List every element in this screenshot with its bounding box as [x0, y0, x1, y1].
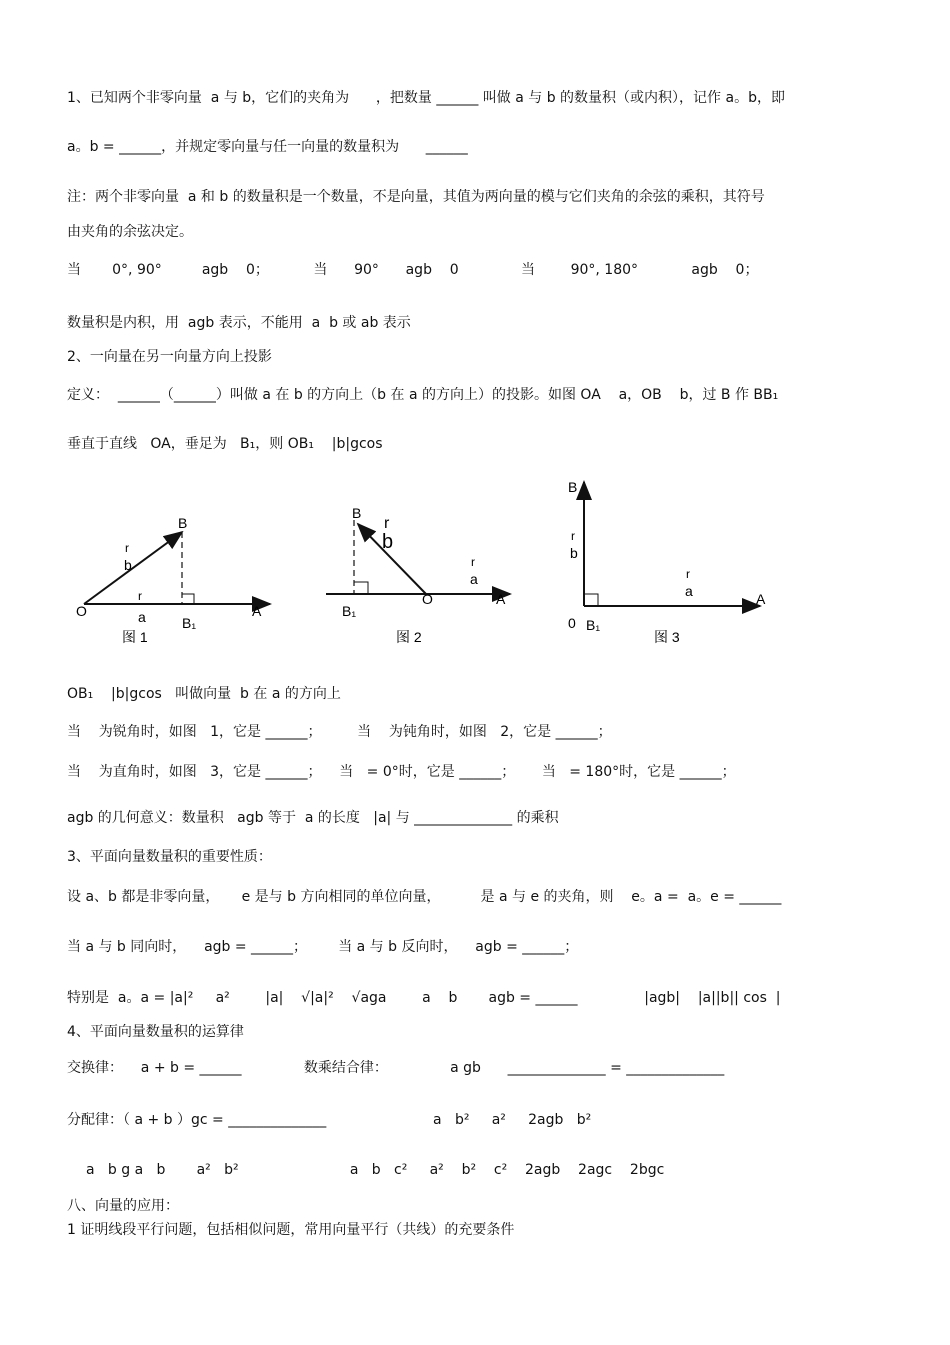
definition-line-1: [67, 385, 910, 405]
section-1-line-2: [67, 137, 910, 157]
text: a。b = ______，并规定零向量与任一向量的数量积为 ______: [67, 139, 468, 155]
label-B: B: [178, 515, 188, 531]
text: 设 a、b 都是非零向量， e 是与 b 方向相同的单位向量， 是 a 与 e 的夹角，则 e。a = a。e = ______: [67, 889, 782, 905]
property-line-2: [67, 937, 910, 957]
text: agb 的几何意义：数量积 agb 等于 a 的长度 |a| 与 ______________ 的乘积: [67, 810, 559, 826]
label-vector-b: b: [124, 557, 132, 573]
law-line-1: [67, 1058, 910, 1078]
section-4-title: [67, 1022, 910, 1042]
figure-3: [560, 474, 780, 648]
note-line-1: [67, 187, 910, 207]
text: 1、已知两个非零向量 a 与 b，它们的夹角为 ，把数量 ______ 叫做 a 与 b 的数量积（或内积），记作 a。b，即: [67, 90, 785, 106]
text: 当 0°, 90° agb 0； 当 90° agb 0 当 90°, 180° agb 0；: [67, 262, 759, 278]
label-B1: B₁: [586, 617, 601, 633]
text: a b g a b a² b² a b c² a² b² c² 2agb 2agc 2bgc: [86, 1162, 665, 1178]
vector-arrow-mark: r: [471, 555, 475, 569]
geometric-meaning-line: [67, 808, 910, 828]
text: OB₁ |b|gcos 叫做向量 b 在 a 的方向上: [67, 686, 341, 702]
text: 注：两个非零向量 a 和 b 的数量积是一个数量，不是向量，其值为两向量的模与它们夹角的余弦的乘积，其符号: [67, 189, 765, 205]
heading: 八、向量的应用：: [67, 1198, 179, 1214]
vector-arrow-mark: r: [138, 589, 142, 603]
text: 特别是 a。a = |a|² a² |a| √|a|² √aga a b agb = ______ |agb| |a||b|| cos |: [67, 990, 781, 1006]
label-B: B: [352, 505, 362, 521]
figure-caption: 图 2: [396, 629, 422, 645]
figure-1: [70, 508, 280, 648]
definition-line-2: [67, 434, 910, 454]
label-A: A: [252, 603, 262, 619]
note-line-2: [67, 222, 910, 242]
label-A: A: [496, 591, 506, 607]
projection-line: [67, 684, 910, 704]
label-vector-a: a: [685, 583, 693, 599]
figure-2: [320, 500, 520, 648]
section-8-line-1: [67, 1220, 910, 1240]
label-vector-a: a: [138, 609, 146, 625]
case-line-2: [67, 762, 910, 782]
heading: 2、一向量在另一向量方向上投影: [67, 349, 272, 365]
law-line-2: [67, 1110, 910, 1130]
label-vector-b: b: [382, 531, 394, 553]
label-O: O: [422, 591, 433, 607]
vector-arrow-mark: r: [384, 515, 390, 532]
section-2-title: [67, 347, 910, 367]
section-8-title: [67, 1196, 910, 1216]
figure-caption: 图 1: [122, 629, 148, 645]
text: 垂直于直线 OA，垂足为 B₁，则 OB₁ |b|gcos: [67, 436, 383, 452]
property-line-3: [67, 988, 910, 1008]
case-line-1: [67, 722, 910, 742]
section-3-title: [67, 847, 910, 867]
text: 分配律：（ a + b ）gc = ______________ a b² a² 2agb b²: [67, 1112, 592, 1128]
heading: 3、平面向量数量积的重要性质：: [67, 849, 272, 865]
label-0: 0: [568, 615, 576, 631]
label-B1: B₁: [342, 603, 357, 619]
text: 当 为锐角时，如图 1，它是 ______； 当 为钝角时，如图 2，它是 ______；: [67, 724, 612, 740]
text: 交换律： a + b = ______ 数乘结合律： a gb ______________ = ______________: [67, 1060, 725, 1076]
inner-product-line: [67, 313, 910, 333]
section-1-line-1: [67, 88, 910, 108]
label-B1: B₁: [182, 615, 197, 631]
label-vector-a: a: [470, 571, 478, 587]
label-vector-b: b: [570, 545, 578, 561]
property-line-1: [67, 887, 910, 907]
sign-cases-line: [67, 260, 910, 280]
vector-arrow-mark: r: [571, 529, 575, 543]
label-A: A: [756, 591, 766, 607]
right-angle-mark: [182, 594, 194, 604]
text: 1 证明线段平行问题，包括相似问题，常用向量平行（共线）的充要条件: [67, 1222, 515, 1238]
vector-arrow-mark: r: [686, 567, 690, 581]
label-B: B: [568, 479, 578, 495]
text: 数量积是内积，用 agb 表示，不能用 a b 或 ab 表示: [67, 315, 411, 331]
figure-caption: 图 3: [654, 629, 680, 645]
text: 当 a 与 b 同向时， agb = ______； 当 a 与 b 反向时， agb = ______；: [67, 939, 579, 955]
heading: 4、平面向量数量积的运算律: [67, 1024, 244, 1040]
right-angle-mark: [584, 594, 598, 606]
vector-b-line: [84, 532, 182, 604]
right-angle-mark: [354, 582, 368, 594]
law-line-3: [86, 1160, 910, 1180]
vector-arrow-mark: r: [125, 541, 129, 555]
label-O: O: [76, 603, 87, 619]
text: 当 为直角时，如图 3，它是 ______； 当 = 0°时，它是 ______； 当 = 180°时，它是 ______；: [67, 764, 736, 780]
text: 由夹角的余弦决定。: [67, 224, 193, 240]
text: 定义： ______（______）叫做 a 在 b 的方向上（b 在 a 的方向上）的投影。如图 OA a，OB b，过 B 作 BB₁: [67, 387, 779, 403]
